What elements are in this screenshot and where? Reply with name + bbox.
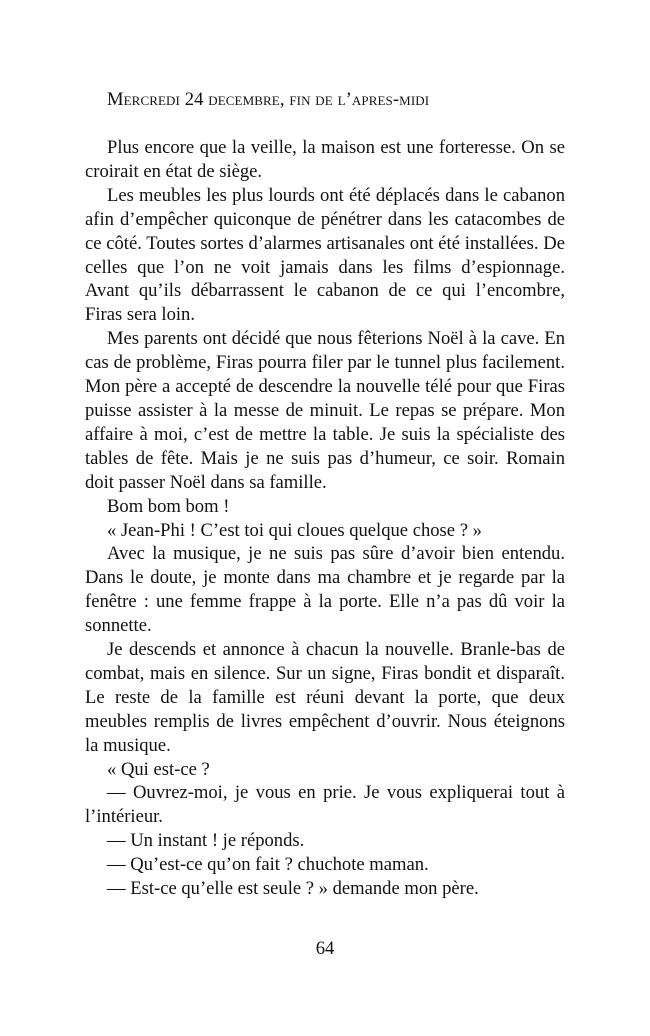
paragraph: Mes parents ont décidé que nous fêterions Noël à la cave. En cas de problème, Firas pourra filer par le tunnel plus facilement. Mon père a accepté de descendre la nouvelle télé pour que Firas puisse assister à la messe de minuit. Le repas se prépare. Mon affaire à moi, c’est de mettre la table. Je suis la spécialiste des tables de fête. Mais je ne suis pas d’humeur, ce soir. Romain doit passer Noël dans sa famille. [85,328,565,493]
body-text [85,136,565,901]
paragraph: — Qu’est-ce qu’on fait ? chuchote maman. [107,854,429,876]
paragraph: Je descends et annonce à chacun la nouvelle. Branle-bas de combat, mais en silence. Sur un signe, Firas bondit et disparaît. Le reste de la famille est réuni devant la porte, que deux meubles remplis de livres empêchent d’ouvrir. Nous éteignons la musique. [85,639,565,756]
chapter-heading: Mercredi 24 decembre, fin de l’apres-midi [107,89,430,110]
paragraph: — Est-ce qu’elle est seule ? » demande mon père. [107,878,479,900]
paragraph: « Jean-Phi ! C’est toi qui cloues quelque chose ? » [107,519,482,541]
paragraph: Avec la musique, je ne suis pas sûre d’avoir bien entendu. Dans le doute, je monte dans ma chambre et je regarde par la fenêtre : une femme frappe à la porte. Elle n’a pas dû voir la sonnette. [85,543,565,637]
paragraph: Les meubles les plus lourds ont été déplacés dans le cabanon afin d’empêcher quiconque de pénétrer dans les catacombes de ce côté. Toutes sortes d’alarmes artisanales ont été installées. De celles que l’on ne voit jamais dans les films d’espionnage. Avant qu’ils débarrassent le cabanon de ce qui l’encombre, Firas sera loin. [85,184,565,326]
paragraph: — Ouvrez-moi, je vous en prie. Je vous expliquerai tout à l’intérieur. [85,782,565,828]
page-content [85,88,565,901]
page-number: 64 [315,938,335,959]
paragraph: « Qui est-ce ? [107,758,210,780]
paragraph: Bom bom bom ! [107,495,230,517]
paragraph: — Un instant ! je réponds. [107,830,305,852]
paragraph: Plus encore que la veille, la maison est une forteresse. On se croirait en état de siège. [85,137,565,182]
